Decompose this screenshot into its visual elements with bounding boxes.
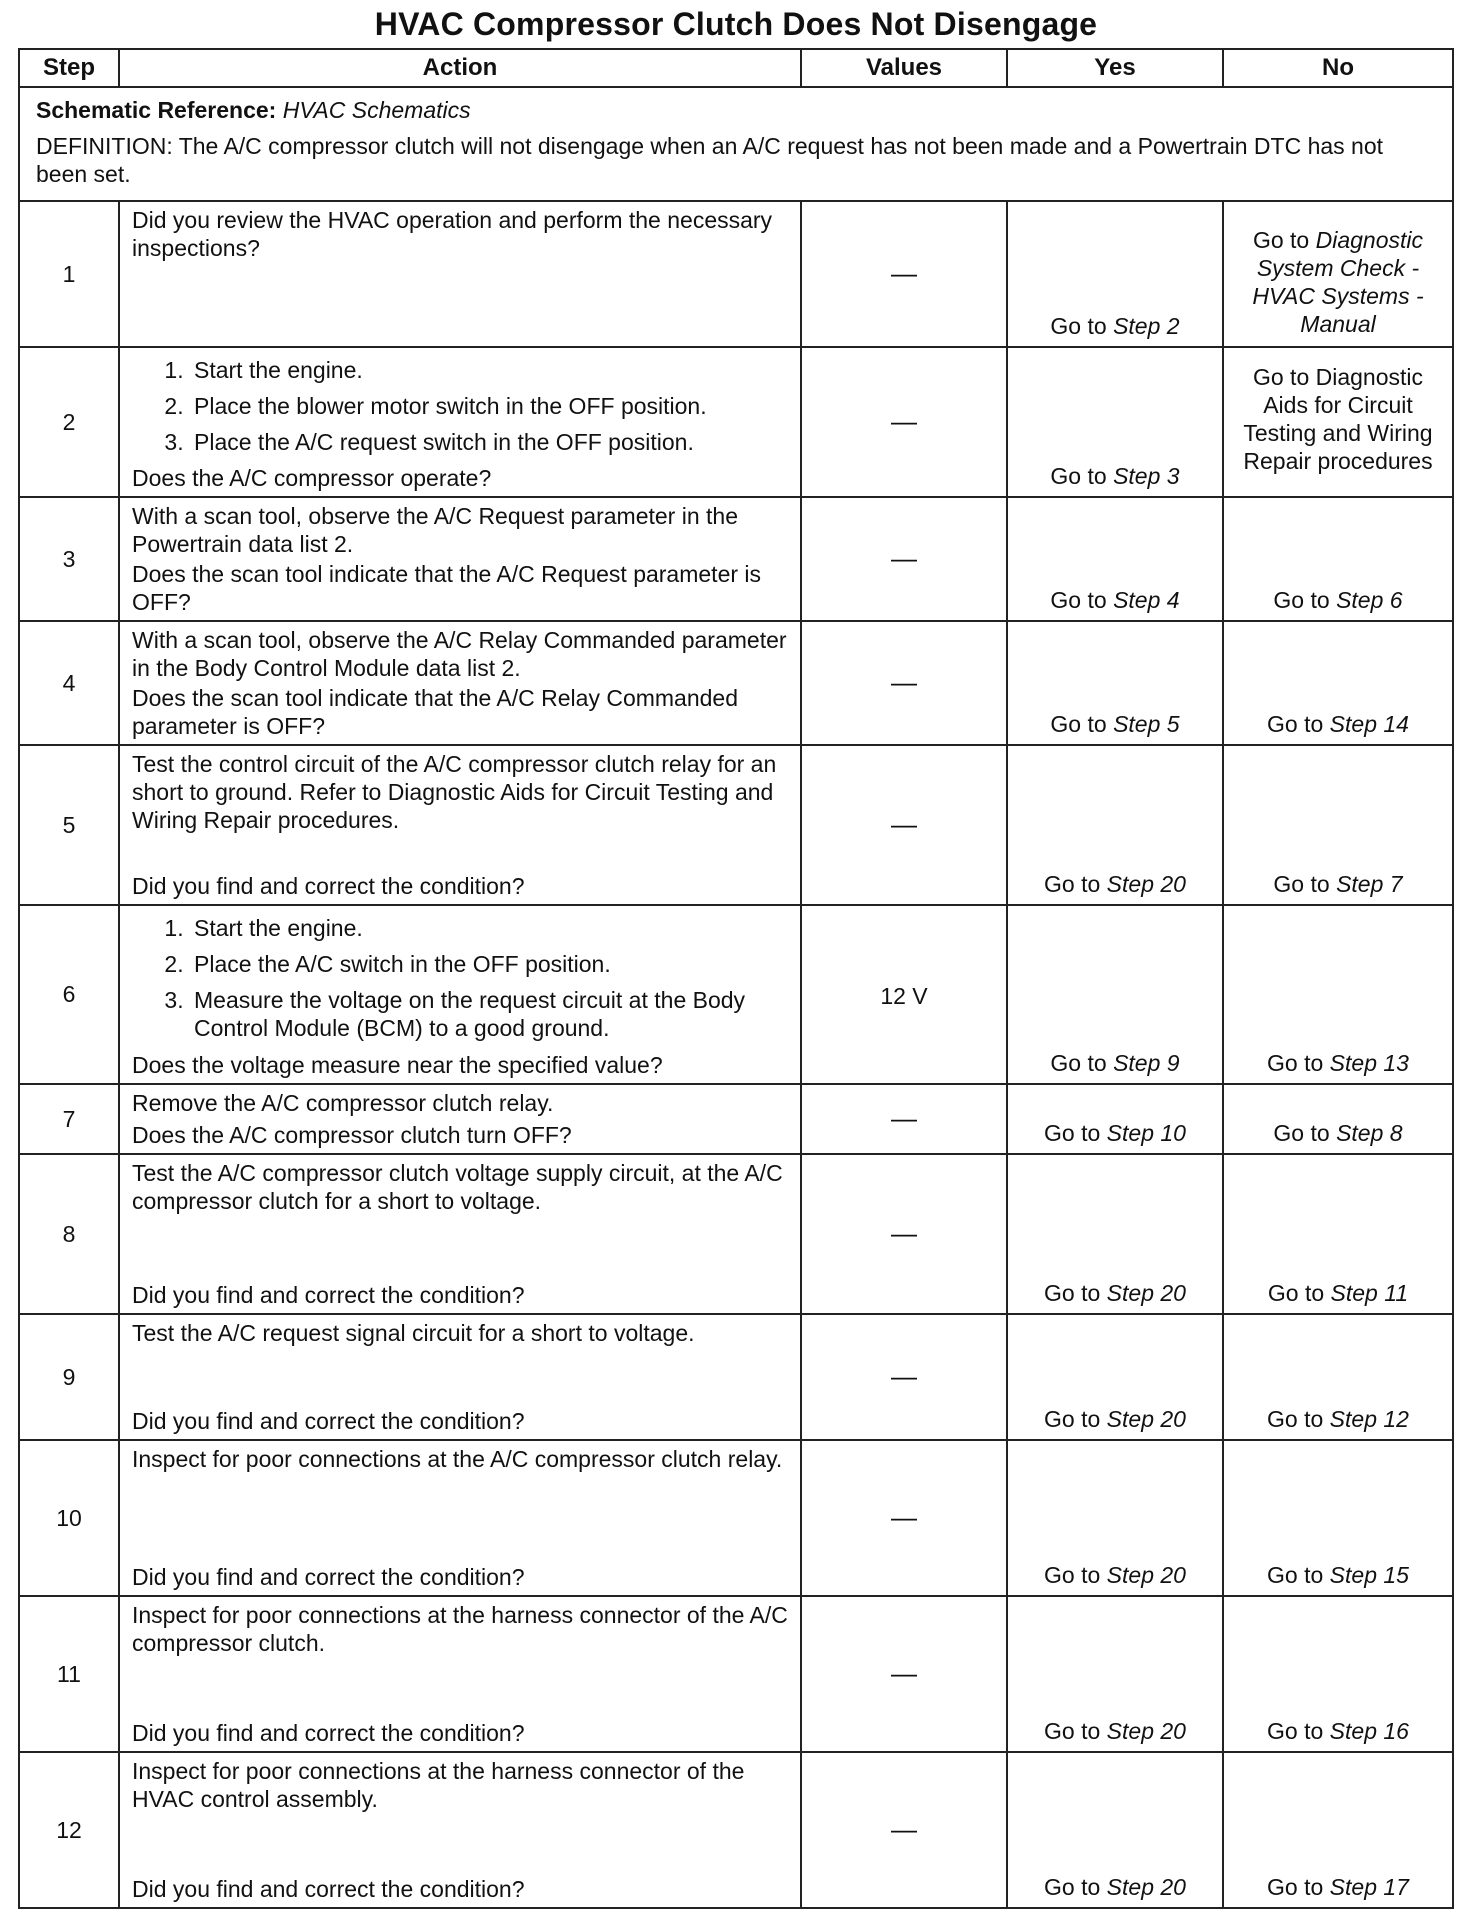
no-link[interactable]: Diagnostic System Check - HVAC Systems - Manual [1252, 227, 1424, 338]
action-body [132, 626, 792, 682]
yes-cell [1007, 621, 1223, 745]
yes-prefix: Go to [1044, 1561, 1107, 1588]
yes-prefix: Go to [1050, 711, 1114, 738]
no-prefix: Go to [1273, 587, 1337, 614]
header-action: Action [119, 49, 801, 87]
action-list [132, 914, 792, 1042]
yes-cell [1007, 1314, 1223, 1440]
yes-prefix: Go to [1050, 1049, 1114, 1076]
no-prefix: Go to [1267, 711, 1330, 738]
step-number: 4 [19, 621, 119, 745]
action-cell [119, 745, 801, 905]
action-list-item: 1. Start the engine. [190, 914, 792, 942]
table-row [19, 1314, 1453, 1440]
schematic-reference-link[interactable]: HVAC Schematics [282, 97, 471, 123]
value-cell: — [801, 1752, 1007, 1908]
yes-cell [1007, 1752, 1223, 1908]
no-prefix: Go to [1267, 1049, 1330, 1076]
no-cell [1223, 1314, 1453, 1440]
action-content [132, 502, 792, 616]
action-body [132, 910, 792, 1050]
action-body [132, 1089, 792, 1117]
no-prefix: Go to [1267, 1405, 1330, 1432]
no-cell [1223, 497, 1453, 621]
no-cell [1223, 745, 1453, 905]
yes-prefix: Go to [1050, 313, 1114, 340]
step-number: 7 [19, 1084, 119, 1154]
no-link[interactable]: Step 6 [1336, 587, 1403, 614]
no-link[interactable]: Step 12 [1329, 1405, 1409, 1432]
action-question: Does the scan tool indicate that the A/C Request parameter is OFF? [132, 561, 762, 616]
no-cell [1223, 1154, 1453, 1314]
action-content [132, 1757, 792, 1903]
no-link[interactable]: Step 11 [1330, 1279, 1409, 1306]
step-number: 1 [19, 201, 119, 347]
no-cell [1223, 1752, 1453, 1908]
action-question: Does the voltage measure near the specified value? [132, 1051, 663, 1078]
action-text: Inspect for poor connections at the harness connector of the A/C compressor clutch. [132, 1601, 788, 1656]
action-text: Inspect for poor connections at the harness connector of the HVAC control assembly. [132, 1757, 745, 1812]
action-list [132, 356, 792, 456]
no-link[interactable]: Step 14 [1329, 711, 1409, 738]
step-number: 6 [19, 905, 119, 1083]
action-cell [119, 1314, 801, 1440]
no-link[interactable]: Step 17 [1329, 1873, 1409, 1900]
action-cell [119, 347, 801, 497]
yes-cell [1007, 497, 1223, 621]
action-cell [119, 1596, 801, 1752]
table-row [19, 497, 1453, 621]
table-row [19, 1596, 1453, 1752]
action-content [132, 910, 792, 1078]
action-question: Did you find and correct the condition? [132, 1719, 525, 1746]
yes-link[interactable]: Step 4 [1113, 587, 1180, 614]
action-text: Remove the A/C compressor clutch relay. [132, 1089, 554, 1116]
yes-prefix: Go to [1050, 587, 1114, 614]
action-text: Test the control circuit of the A/C compressor clutch relay for an short to ground. Refer to Diagnostic Aids for Circuit Testing and Wiring Repair procedures. [132, 751, 777, 834]
yes-link[interactable]: Step 20 [1106, 1279, 1186, 1306]
header-row [19, 49, 1453, 87]
action-cell [119, 905, 801, 1083]
action-text: Inspect for poor connections at the A/C compressor clutch relay. [132, 1445, 783, 1472]
table-row [19, 1752, 1453, 1908]
no-link[interactable]: Step 15 [1329, 1561, 1409, 1588]
no-cell [1223, 621, 1453, 745]
value-cell: — [801, 1084, 1007, 1154]
value-cell: 12 V [801, 905, 1007, 1083]
action-cell [119, 1440, 801, 1596]
value-cell: — [801, 1154, 1007, 1314]
yes-link[interactable]: Step 20 [1106, 1561, 1186, 1588]
yes-cell [1007, 201, 1223, 347]
no-link[interactable]: Step 7 [1336, 871, 1403, 898]
action-content [132, 206, 792, 342]
no-link[interactable]: Go to Diagnostic Aids for Circuit Testing and Wiring Repair procedures [1243, 364, 1433, 475]
action-question: Does the A/C compressor clutch turn OFF? [132, 1121, 572, 1148]
action-cell [119, 1084, 801, 1154]
step-number: 5 [19, 745, 119, 905]
schematic-reference-label: Schematic Reference: [36, 97, 277, 123]
schematic-reference [36, 96, 1438, 124]
action-body [132, 1601, 792, 1657]
yes-prefix: Go to [1044, 1119, 1107, 1146]
action-text: With a scan tool, observe the A/C Request parameter in the Powertrain data list 2. [132, 503, 738, 558]
action-content [132, 1445, 792, 1591]
no-prefix: Go to [1267, 1561, 1330, 1588]
no-cell [1223, 905, 1453, 1083]
table-row [19, 621, 1453, 745]
action-body [132, 750, 792, 834]
action-body [132, 206, 792, 262]
action-text: Test the A/C request signal circuit for a short to voltage. [132, 1319, 695, 1346]
value-cell: — [801, 1596, 1007, 1752]
yes-cell [1007, 347, 1223, 497]
action-question: Did you find and correct the condition? [132, 1563, 525, 1590]
action-body [132, 352, 792, 464]
value-cell: — [801, 1314, 1007, 1440]
intro-cell [19, 87, 1453, 201]
action-cell [119, 621, 801, 745]
action-question: Did you find and correct the condition? [132, 1407, 525, 1434]
yes-prefix: Go to [1044, 1405, 1107, 1432]
action-list-item: 2. Place the A/C switch in the OFF position. [190, 950, 792, 978]
document-title: HVAC Compressor Clutch Does Not Disengage [374, 6, 1098, 42]
yes-link[interactable]: Step 10 [1106, 1119, 1186, 1146]
step-number: 12 [19, 1752, 119, 1908]
yes-prefix: Go to [1044, 1873, 1107, 1900]
action-list-item: 3. Measure the voltage on the request circuit at the Body Control Module (BCM) to a good ground. [190, 986, 792, 1042]
yes-prefix: Go to [1050, 463, 1114, 490]
yes-prefix: Go to [1044, 1717, 1107, 1744]
table-row [19, 905, 1453, 1083]
definition-text: DEFINITION: The A/C compressor clutch will not disengage when an A/C request has not been made and a Powertrain DTC has not been set. [36, 133, 1384, 188]
action-text: Did you review the HVAC operation and perform the necessary inspections? [132, 207, 773, 262]
diagnostic-table [18, 48, 1454, 1909]
header-values: Values [801, 49, 1007, 87]
action-list-item: 1. Start the engine. [190, 356, 792, 384]
table-row [19, 1084, 1453, 1154]
action-question: Did you find and correct the condition? [132, 1875, 525, 1902]
action-text: With a scan tool, observe the A/C Relay Commanded parameter in the Body Control Module data list 2. [132, 627, 787, 682]
value-cell: — [801, 745, 1007, 905]
value-cell: — [801, 497, 1007, 621]
no-cell [1223, 347, 1453, 497]
yes-link[interactable]: Step 20 [1106, 1717, 1186, 1744]
no-cell [1223, 1084, 1453, 1154]
yes-prefix: Go to [1044, 871, 1107, 898]
action-body [132, 1159, 792, 1215]
yes-prefix: Go to [1044, 1279, 1107, 1306]
yes-cell [1007, 745, 1223, 905]
yes-cell [1007, 1596, 1223, 1752]
step-number: 10 [19, 1440, 119, 1596]
yes-cell [1007, 1084, 1223, 1154]
action-cell [119, 1154, 801, 1314]
action-content [132, 1089, 792, 1149]
no-link[interactable]: Step 13 [1329, 1049, 1409, 1076]
no-prefix: Go to [1273, 1119, 1337, 1146]
step-number: 11 [19, 1596, 119, 1752]
table-row [19, 347, 1453, 497]
table-row [19, 1154, 1453, 1314]
action-content [132, 1601, 792, 1747]
no-cell [1223, 201, 1453, 347]
steps-body [19, 201, 1453, 1907]
yes-link[interactable]: Step 20 [1106, 871, 1186, 898]
action-content [132, 626, 792, 740]
no-prefix: Go to [1267, 1873, 1330, 1900]
no-prefix: Go to [1267, 1717, 1330, 1744]
yes-link[interactable]: Step 20 [1106, 1873, 1186, 1900]
no-cell [1223, 1440, 1453, 1596]
no-link[interactable]: Step 16 [1329, 1717, 1409, 1744]
value-cell: — [801, 347, 1007, 497]
action-cell [119, 497, 801, 621]
action-cell [119, 201, 801, 347]
action-body [132, 1319, 792, 1347]
intro-row [19, 87, 1453, 201]
no-prefix: Go to [1273, 871, 1337, 898]
action-content [132, 1159, 792, 1309]
yes-cell [1007, 1154, 1223, 1314]
yes-link[interactable]: Step 2 [1113, 313, 1180, 340]
no-link[interactable]: Step 8 [1336, 1119, 1403, 1146]
no-prefix: Go to [1252, 227, 1316, 254]
yes-cell [1007, 1440, 1223, 1596]
yes-cell [1007, 905, 1223, 1083]
step-number: 8 [19, 1154, 119, 1314]
value-cell: — [801, 621, 1007, 745]
no-prefix: Go to [1267, 1279, 1331, 1306]
yes-link[interactable]: Step 20 [1106, 1405, 1186, 1432]
action-content [132, 352, 792, 492]
action-body [132, 1445, 792, 1473]
action-body [132, 502, 792, 558]
yes-link[interactable]: Step 3 [1113, 463, 1180, 490]
action-body [132, 1757, 792, 1813]
action-text: Test the A/C compressor clutch voltage supply circuit, at the A/C compressor clutch for a short to voltage. [132, 1159, 783, 1214]
table-row [19, 201, 1453, 347]
action-list-item: 3. Place the A/C request switch in the OFF position. [190, 428, 792, 456]
step-number: 9 [19, 1314, 119, 1440]
table-row [19, 1440, 1453, 1596]
step-number: 3 [19, 497, 119, 621]
yes-link[interactable]: Step 9 [1113, 1049, 1180, 1076]
table-row [19, 745, 1453, 905]
action-content [132, 1319, 792, 1435]
action-content [132, 750, 792, 900]
action-question: Did you find and correct the condition? [132, 873, 525, 900]
action-list-item: 2. Place the blower motor switch in the OFF position. [190, 392, 792, 420]
header-yes: Yes [1007, 49, 1223, 87]
action-question: Did you find and correct the condition? [132, 1281, 525, 1308]
value-cell: — [801, 201, 1007, 347]
yes-link[interactable]: Step 5 [1113, 711, 1180, 738]
header-step: Step [19, 49, 119, 87]
action-question: Does the A/C compressor operate? [132, 465, 492, 492]
action-question: Does the scan tool indicate that the A/C Relay Commanded parameter is OFF? [132, 685, 739, 740]
value-cell: — [801, 1440, 1007, 1596]
no-cell [1223, 1596, 1453, 1752]
step-number: 2 [19, 347, 119, 497]
action-cell [119, 1752, 801, 1908]
header-no: No [1223, 49, 1453, 87]
